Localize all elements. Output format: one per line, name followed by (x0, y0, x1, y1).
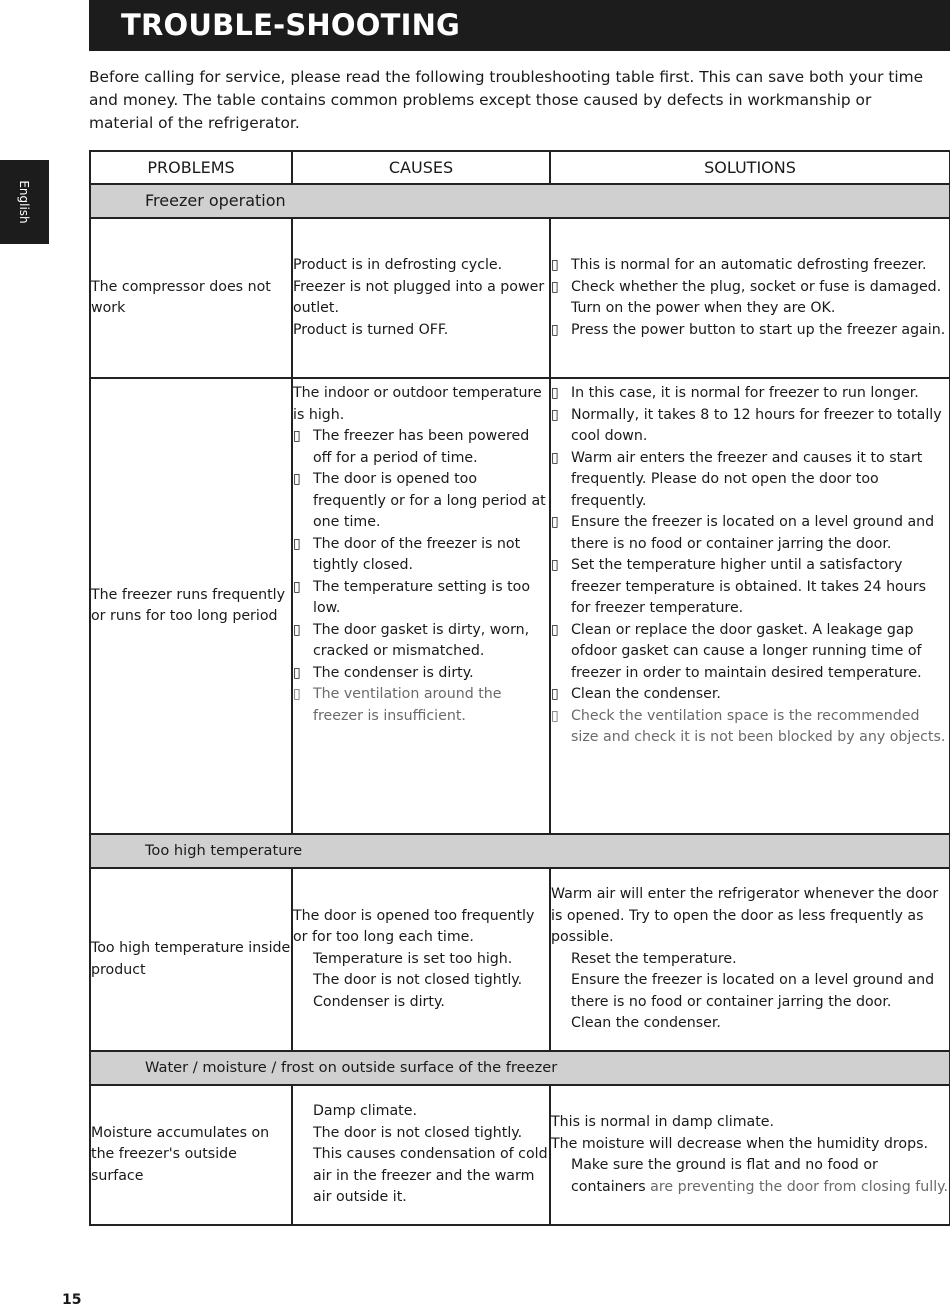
list-item: ▯ Clean the condenser. (551, 684, 949, 706)
list-item: ▯ The door gasket is dirty, worn, cracked or mismatched. (293, 621, 530, 659)
intro-paragraph: Before calling for service, please read the following troubleshooting table first. This can save both your time and money. The table contains common problems except those caused by defects in workmanship or material of the refrigerator. (89, 68, 924, 132)
bullet-icon: ▯ (551, 321, 559, 338)
problem-cell: Moisture accumulates on the freezer's outside surface (90, 1085, 292, 1225)
solution-item: Ensure the freezer is located on a level ground and there is no food or container jarring the door. (571, 972, 935, 1010)
table-row (90, 1085, 950, 1225)
bullet-icon: ▯ (551, 385, 559, 401)
bullet-icon: ▯ (551, 449, 559, 466)
solutions-cell (550, 868, 950, 1051)
cause-item: Damp climate. (313, 1103, 417, 1120)
list-item: ▯ Ensure the freezer is located on a level ground and there is no food or container jarring the door. (551, 514, 935, 552)
section-freezer-operation: Freezer operation (90, 184, 950, 218)
solution-item: Make sure the ground is flat and no food or containers are preventing the door from closing fully. (571, 1157, 949, 1195)
list-item: ▯ Normally, it takes 8 to 12 hours for freezer to totally cool down. (551, 406, 942, 444)
causes-cell (292, 868, 550, 1051)
solution-intro: Warm air will enter the refrigerator whenever the door is opened. Try to open the door as less frequently as possible. (551, 886, 939, 946)
list-item: ▯ Press the power button to start up the freezer again. (551, 320, 949, 342)
table-row (90, 218, 950, 378)
bullet-icon: ▯ (293, 664, 301, 681)
bullet-icon: ▯ (293, 535, 301, 552)
bullet-icon: ▯ (551, 557, 559, 573)
cause-item: Temperature is set too high. (313, 950, 513, 967)
cause-item: The door is not closed tightly. (313, 972, 523, 989)
list-item: ▯ Clean or replace the door gasket. A leakage gap ofdoor gasket can cause a longer running time of freezer in order to maintain desired temperature. (551, 621, 922, 681)
page-number: 15 (62, 1292, 82, 1308)
causes-cell (292, 218, 550, 378)
list-item: ▯ The door is opened too frequently or for a long period at one time. (293, 471, 546, 530)
header-row (90, 151, 950, 184)
bullet-icon: ▯ (293, 578, 301, 595)
list-item: ▯ The freezer has been powered off for a period of time. (293, 428, 530, 466)
section-too-high-temperature: Too high temperature (90, 834, 950, 868)
list-item: ▯ The ventilation around the freezer is insufficient. (293, 686, 502, 724)
cause-item: The door is not closed tightly. This causes condensation of cold air in the freezer and the warm air outside it. (313, 1124, 548, 1206)
header-causes: CAUSES (292, 151, 550, 184)
list-item: ▯ Check the ventilation space is the recommended size and check it is not been blocked by any objects. (551, 707, 946, 745)
list-item: ▯ In this case, it is normal for freezer to run longer. (551, 383, 949, 405)
bullet-icon: ▯ (293, 471, 301, 487)
bullet-icon: ▯ (551, 278, 559, 295)
list-item: ▯ Set the temperature higher until a satisfactory freezer temperature is obtained. It takes 24 hours for freezer temperature. (551, 557, 926, 616)
bullet-icon: ▯ (551, 406, 559, 423)
header-solutions: SOLUTIONS (550, 151, 950, 184)
list-item: ▯ Check whether the plug, socket or fuse is damaged. Turn on the power when they are OK. (551, 278, 942, 316)
bullet-icon: ▯ (551, 686, 559, 702)
bullet-icon: ▯ (293, 428, 301, 444)
bullet-icon: ▯ (551, 257, 559, 273)
list-item: ▯ Warm air enters the freezer and causes it to start frequently. Please do not open the door too frequently. (551, 449, 923, 509)
solutions-cell (550, 378, 950, 834)
section-row (90, 184, 950, 218)
bullet-icon: ▯ (551, 707, 559, 724)
problem-cell: The freezer runs frequently or runs for too long period (90, 378, 292, 834)
list-item: ▯ The temperature setting is too low. (293, 578, 531, 616)
bullet-icon: ▯ (293, 621, 301, 638)
section-water-moisture: Water / moisture / frost on outside surface of the freezer (90, 1051, 950, 1085)
problem-cell: The compressor does not work (90, 218, 292, 378)
bullet-icon: ▯ (293, 686, 301, 702)
language-tab (0, 160, 49, 244)
solution-item: Clean the condenser. (571, 1015, 721, 1032)
list-item: ▯ The condenser is dirty. (293, 663, 549, 685)
cause-intro: The indoor or outdoor temperature is high. (293, 385, 542, 423)
solutions-cell (550, 218, 950, 378)
problem-cell: Too high temperature inside product (90, 868, 292, 1051)
solution-intro: This is normal in damp climate. (551, 1114, 775, 1130)
section-row (90, 1051, 950, 1085)
causes-cell (292, 378, 550, 834)
solutions-cell (550, 1085, 950, 1225)
solution-item: Reset the temperature. (571, 950, 737, 967)
table-row (90, 868, 950, 1051)
language-tab-label: English (17, 180, 31, 224)
causes-cell (292, 1085, 550, 1225)
table-row (90, 378, 950, 834)
list-item: ▯ This is normal for an automatic defrosting freezer. (551, 255, 949, 277)
section-row (90, 834, 950, 868)
cause-item: Product is in defrosting cycle. (293, 257, 503, 273)
cause-intro: The door is opened too frequently or for too long each time. (293, 907, 535, 946)
list-item: ▯ The door of the freezer is not tightly closed. (293, 535, 521, 573)
troubleshooting-table (89, 150, 950, 1226)
cause-item: Product is turned OFF. (293, 321, 449, 338)
cause-item: Condenser is dirty. (313, 993, 445, 1010)
bullet-icon: ▯ (551, 621, 559, 638)
page-title: TROUBLE-SHOOTING (89, 0, 950, 51)
bullet-icon: ▯ (551, 514, 559, 530)
solution-intro: The moisture will decrease when the humidity drops. (551, 1135, 928, 1152)
header-problems: PROBLEMS (90, 151, 292, 184)
cause-item: Freezer is not plugged into a power outlet. (293, 278, 545, 316)
